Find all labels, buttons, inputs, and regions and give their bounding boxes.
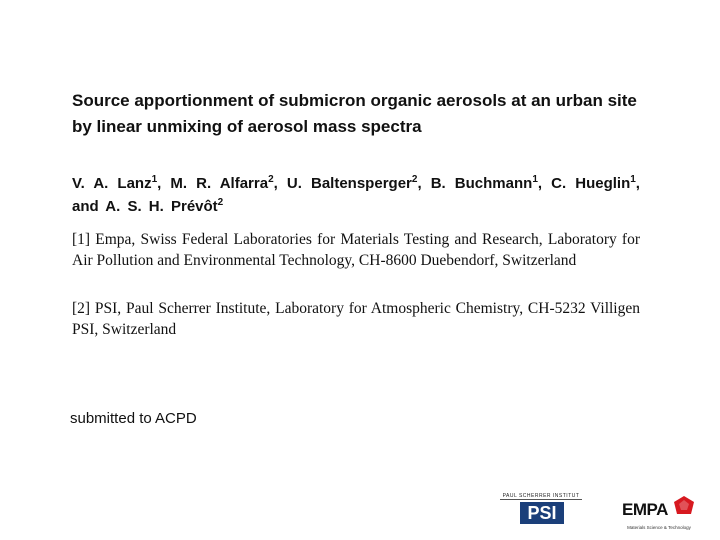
author-name: U. Baltensperger [286, 175, 412, 192]
author-affiliation-mark: 2 [411, 174, 418, 185]
psi-logo-mark-text: PSI [520, 502, 564, 524]
affiliation-2: [2] PSI, Paul Scherrer Institute, Laboratory for Atmospheric Chemistry, CH-5232 Villigen PSI, Switzerland [72, 300, 640, 338]
author-name: A. S. H. Prévôt [105, 198, 218, 215]
paper-title: Source apportionment of submicron organic aerosols at an urban site by linear unmixing of aerosol mass spectra [72, 91, 637, 136]
empa-logo [620, 496, 698, 536]
author-and: and [72, 198, 99, 215]
psi-logo-text: PAUL SCHERRER INSTITUT [500, 493, 582, 500]
author-separator: , [635, 175, 640, 192]
author-separator: , [273, 175, 287, 192]
affiliation-1: [1] Empa, Swiss Federal Laboratories for Materials Testing and Research, Laboratory for Air Pollution and Environmental Technology, CH-8600 Duebendorf, Switzerland [72, 231, 640, 269]
author-affiliation-mark: 2 [268, 174, 274, 185]
psi-logo [500, 493, 582, 527]
author-affiliation-mark: 1 [532, 174, 538, 185]
author-affiliation-mark: 1 [151, 174, 158, 185]
author-affiliation-mark: 1 [630, 174, 636, 185]
author-name: C. Hueglin [551, 175, 631, 192]
submission-note: submitted to ACPD [70, 410, 197, 427]
author-affiliation-mark: 2 [217, 197, 224, 208]
empa-logo-tagline: Materials Science & Technology [627, 525, 691, 530]
author-name: V. A. Lanz [72, 175, 152, 192]
author-name: B. Buchmann [430, 175, 533, 192]
author-separator: , [157, 175, 171, 192]
author-list [72, 172, 640, 218]
author-separator: , [417, 175, 431, 192]
empa-logo-word: EMPA [622, 500, 668, 519]
empa-badge-icon [674, 496, 694, 516]
author-name: M. R. Alfarra [170, 175, 269, 192]
psi-logo-mark [520, 502, 564, 524]
author-separator: , [537, 175, 552, 192]
